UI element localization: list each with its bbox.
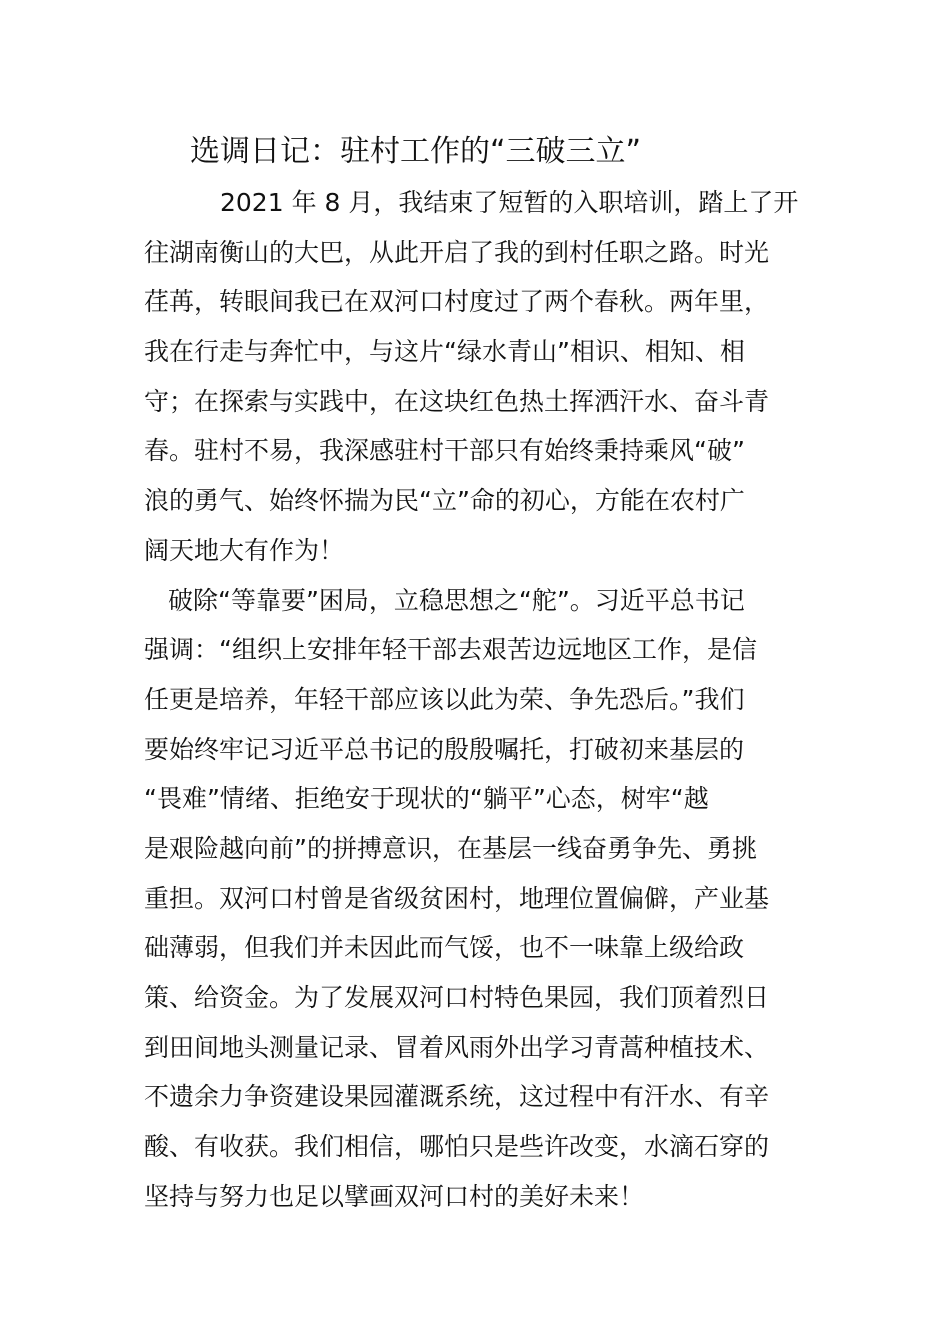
paragraph-line: 重担。双河口村曾是省级贫困村，地理位置偏僻，产业基 [144,883,770,913]
paragraph-line: 到田间地头测量记录、冒着风雨外出学习青蒿种植技术、 [144,1032,770,1062]
paragraph-line: 不遗余力争资建设果园灌溉系统，这过程中有汗水、有辛 [144,1082,770,1112]
paragraph-line: 础薄弱，但我们并未因此而气馁，也不一味靠上级给政 [144,933,745,963]
paragraph-line: 策、给资金。为了发展双河口村特色果园，我们顶着烈日 [144,983,770,1012]
paragraph-line: 酸、有收获。我们相信，哪怕只是些许改变，水滴石穿的 [144,1132,770,1162]
paragraph-line: 春。驻村不易，我深感驻村干部只有始终秉持乘风“破” [144,436,745,466]
paragraph-line: 2021 年 8 月，我结束了短暂的入职培训，踏上了开 [220,188,799,217]
document-title: 选调日记：驻村工作的“三破三立” [190,134,642,169]
paragraph-line: 守；在探索与实践中，在这块红色热土挥洒汗水、奋斗青 [144,386,770,416]
paragraph-line: 荏苒，转眼间我已在双河口村度过了两个春秋。两年里， [144,287,770,317]
paragraph-line: “畏难”情绪、拒绝安于现状的“躺平”心态，树牢“越 [144,784,709,814]
document-body [144,178,806,1221]
paragraph-line: 浪的勇气、始终怀揣为民“立”命的初心，方能在农村广 [144,486,745,516]
paragraph-line: 坚持与努力也足以擘画双河口村的美好未来！ [144,1181,645,1211]
paragraph-line: 是艰险越向前”的拼搏意识，在基层一线奋勇争先、勇挑 [144,833,757,863]
paragraph-line: 破除“等靠要”困局，立稳思想之“舵”。习近平总书记 [168,585,745,615]
paragraph-line: 阔天地大有作为！ [144,535,345,565]
paragraph-line: 要始终牢记习近平总书记的殷殷嘱托，打破初来基层的 [144,734,745,764]
paragraph-line: 我在行走与奔忙中，与这片“绿水青山”相识、相知、相 [144,337,745,367]
paragraph-line: 任更是培养，年轻干部应该以此为荣、争先恐后。”我们 [144,684,745,714]
paragraph-line: 强调：“组织上安排年轻干部去艰苦边远地区工作，是信 [144,635,757,665]
paragraph-line: 往湖南衡山的大巴，从此开启了我的到村任职之路。时光 [144,237,770,267]
